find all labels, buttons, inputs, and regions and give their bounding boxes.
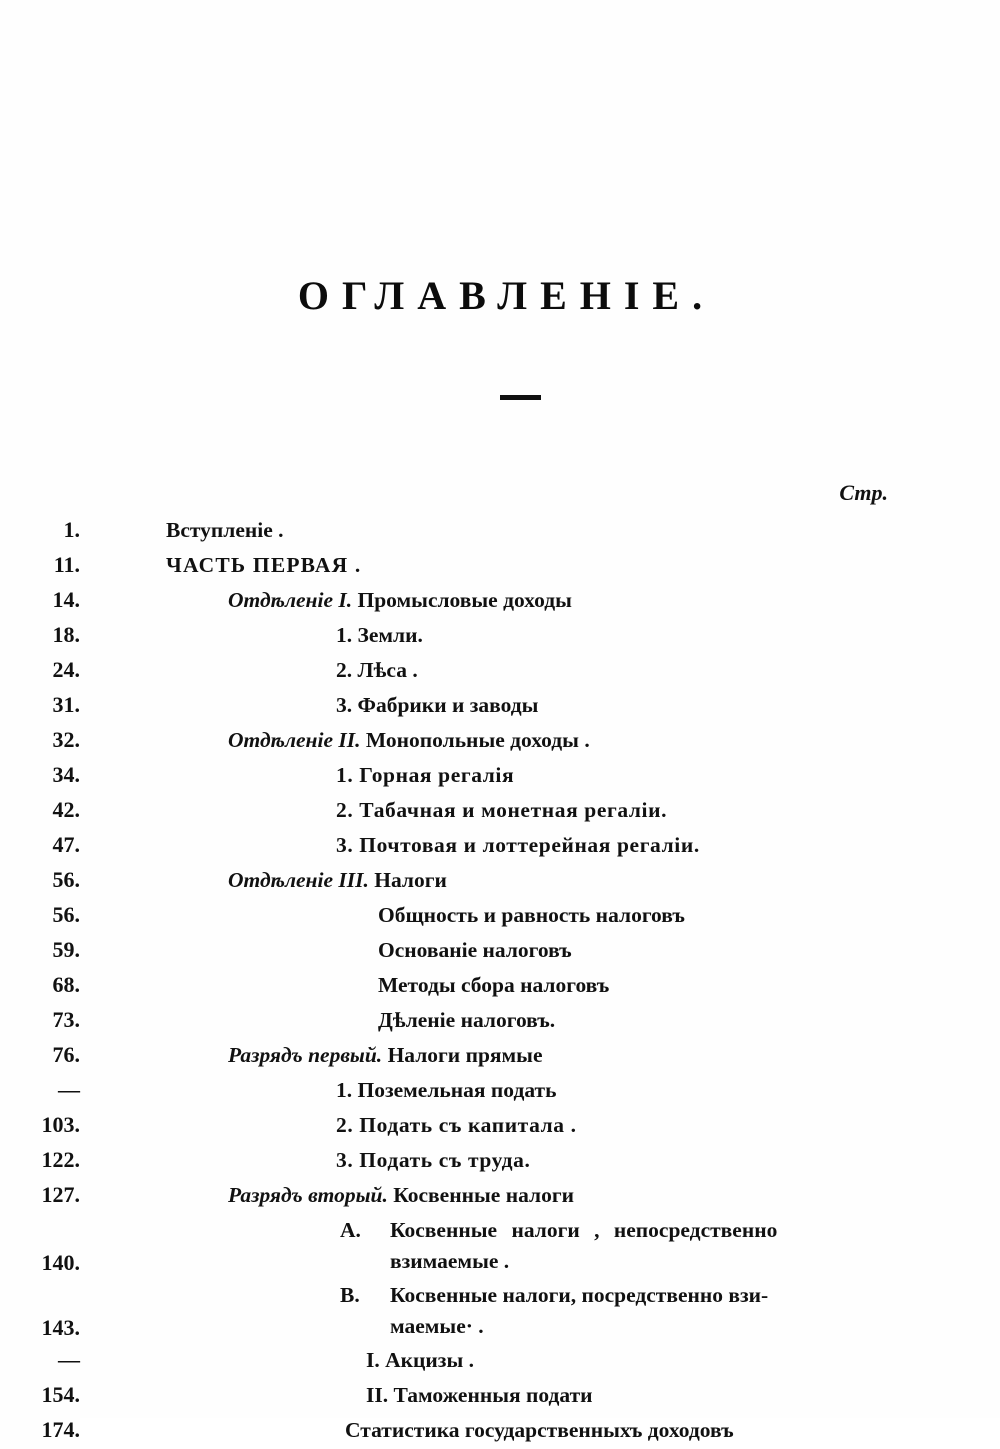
toc-category-name: Разрядъ первый. <box>228 1043 383 1067</box>
toc-entry-page: 42. <box>0 794 80 829</box>
toc-entry-page: — <box>0 1074 94 1109</box>
toc-entry-label <box>0 865 1000 896</box>
toc-entry-page: — <box>0 1344 94 1379</box>
toc-entry-category-first[interactable] <box>0 1039 1000 1074</box>
toc-entry-page: 56. <box>0 899 80 934</box>
toc-entry-capital-tax[interactable] <box>0 1109 1000 1144</box>
toc-entry-label: Основаніе налоговъ <box>378 938 572 962</box>
toc-entry-label: 2. Лѣса . <box>336 658 418 682</box>
toc-entry-page: 143. <box>0 1312 80 1344</box>
toc-entry-page: 140. <box>0 1247 80 1279</box>
toc-section-roman: Отдѣленіе III. <box>228 868 369 892</box>
toc-entry-section-3[interactable] <box>0 864 1000 899</box>
toc-section-roman: Отдѣленіе II. <box>228 728 361 752</box>
toc-entry-land-tax[interactable] <box>0 1074 1000 1109</box>
toc-entry-tax-division[interactable] <box>0 1004 1000 1039</box>
toc-entry-customs-duties[interactable] <box>0 1379 1000 1414</box>
toc-entry-part-one[interactable] <box>0 549 1000 584</box>
toc-entry-label: 3. Подать съ труда. <box>336 1148 531 1172</box>
toc-entry-label: 2. Подать съ капитала . <box>336 1113 577 1137</box>
toc-entry-page: 14. <box>0 584 80 619</box>
toc-entry-page: 68. <box>0 969 80 1004</box>
toc-entry-introduction[interactable] <box>0 514 1000 549</box>
toc-entry-indirect-indirect-levy[interactable] <box>0 1279 1000 1344</box>
toc-entry-page: 32. <box>0 724 80 759</box>
toc-entry-factories[interactable] <box>0 689 1000 724</box>
toc-entry-page: 122. <box>0 1144 80 1179</box>
toc-entry-text-line2: взимаемые . <box>390 1249 510 1273</box>
toc-entry-label: ЧАСТЬ ПЕРВАЯ . <box>166 553 362 577</box>
toc-entry-label: Статистика государственныхъ доходовъ <box>345 1418 734 1442</box>
toc-entry-text: Монопольные доходы . <box>365 728 590 752</box>
toc-entry-page: 11. <box>0 549 80 584</box>
toc-entry-labour-tax[interactable] <box>0 1144 1000 1179</box>
column-header-row <box>0 480 1000 514</box>
toc-entry-label <box>0 1040 1000 1071</box>
toc-entry-indirect-direct-levy[interactable] <box>0 1214 1000 1279</box>
toc-entry-tax-basis[interactable] <box>0 934 1000 969</box>
toc-entry-label: 3. Фабрики и заводы <box>336 693 539 717</box>
toc-entry-label <box>0 585 1000 616</box>
toc-entry-page: 34. <box>0 759 80 794</box>
toc-category-name: Разрядъ вторый. <box>228 1183 388 1207</box>
toc-entry-text-line1: Косвенные налоги, посредственно взи- <box>390 1283 769 1307</box>
toc-entry-label: 1. Поземельная подать <box>336 1078 557 1102</box>
toc-entry-post-lottery-regalia[interactable] <box>0 829 1000 864</box>
toc-entry-page: 127. <box>0 1179 80 1214</box>
page-title: ОГЛАВЛЕНІЕ. <box>297 273 716 318</box>
toc-entry-page: 1. <box>0 514 80 549</box>
toc-entry-forests[interactable] <box>0 654 1000 689</box>
toc-entry-page: 76. <box>0 1039 80 1074</box>
table-of-contents <box>0 480 1000 1449</box>
toc-entry-universality-equality[interactable] <box>0 899 1000 934</box>
toc-entry-page: 59. <box>0 934 80 969</box>
toc-entry-marker: B. <box>340 1283 360 1307</box>
toc-entry-label: Дѣленіе налоговъ. <box>378 1008 556 1032</box>
toc-entry-section-1[interactable] <box>0 584 1000 619</box>
toc-entry-page: 47. <box>0 829 80 864</box>
toc-entry-page: 56. <box>0 864 80 899</box>
toc-entry-text-line2: маемые· . <box>390 1314 484 1338</box>
toc-entry-label <box>0 1215 1000 1277</box>
toc-entry-state-revenue-statistics[interactable] <box>0 1414 1000 1449</box>
toc-entry-label <box>0 1180 1000 1211</box>
toc-entry-category-second[interactable] <box>0 1179 1000 1214</box>
toc-entry-lands[interactable] <box>0 619 1000 654</box>
toc-entry-text: Налоги <box>374 868 447 892</box>
toc-entry-excise[interactable] <box>0 1344 1000 1379</box>
toc-entry-page: 31. <box>0 689 80 724</box>
title-divider-rule <box>500 395 541 400</box>
toc-entry-collection-methods[interactable] <box>0 969 1000 1004</box>
toc-entry-page: 18. <box>0 619 80 654</box>
toc-entry-text: Налоги прямые <box>387 1043 543 1067</box>
toc-entry-label: I. Акцизы . <box>366 1348 474 1372</box>
toc-entry-page: 154. <box>0 1379 80 1414</box>
toc-entry-label: Вступленіе . <box>166 518 284 542</box>
toc-entry-page: 103. <box>0 1109 80 1144</box>
toc-entry-label: II. Таможенныя подати <box>366 1383 593 1407</box>
pages-column-header: Стр. <box>839 480 888 505</box>
toc-entry-label: 3. Почтовая и лоттерейная регаліи. <box>336 833 700 857</box>
toc-entry-page: 73. <box>0 1004 80 1039</box>
toc-entry-label <box>0 725 1000 756</box>
toc-entry-label: Методы сбора налоговъ <box>378 973 610 997</box>
toc-entry-mining-regalia[interactable] <box>0 759 1000 794</box>
toc-entry-text-line1: Косвенные налоги , непосредственно <box>390 1218 778 1242</box>
toc-entry-text: Косвенные налоги <box>393 1183 574 1207</box>
toc-entry-tobacco-coin-regalia[interactable] <box>0 794 1000 829</box>
toc-entry-section-2[interactable] <box>0 724 1000 759</box>
toc-entry-marker: A. <box>340 1218 361 1242</box>
toc-section-roman: Отдѣленіе I. <box>228 588 353 612</box>
toc-entry-label: 1. Земли. <box>336 623 423 647</box>
toc-entry-label: 1. Горная регалія <box>336 763 515 787</box>
toc-entry-label: 2. Табачная и монетная регаліи. <box>336 798 668 822</box>
toc-entry-label <box>0 1280 1000 1342</box>
toc-entry-page: 24. <box>0 654 80 689</box>
toc-entry-text: Промысловые доходы <box>357 588 572 612</box>
toc-entry-page: 174. <box>0 1414 80 1449</box>
toc-entry-label: Общность и равность налоговъ <box>378 903 685 927</box>
